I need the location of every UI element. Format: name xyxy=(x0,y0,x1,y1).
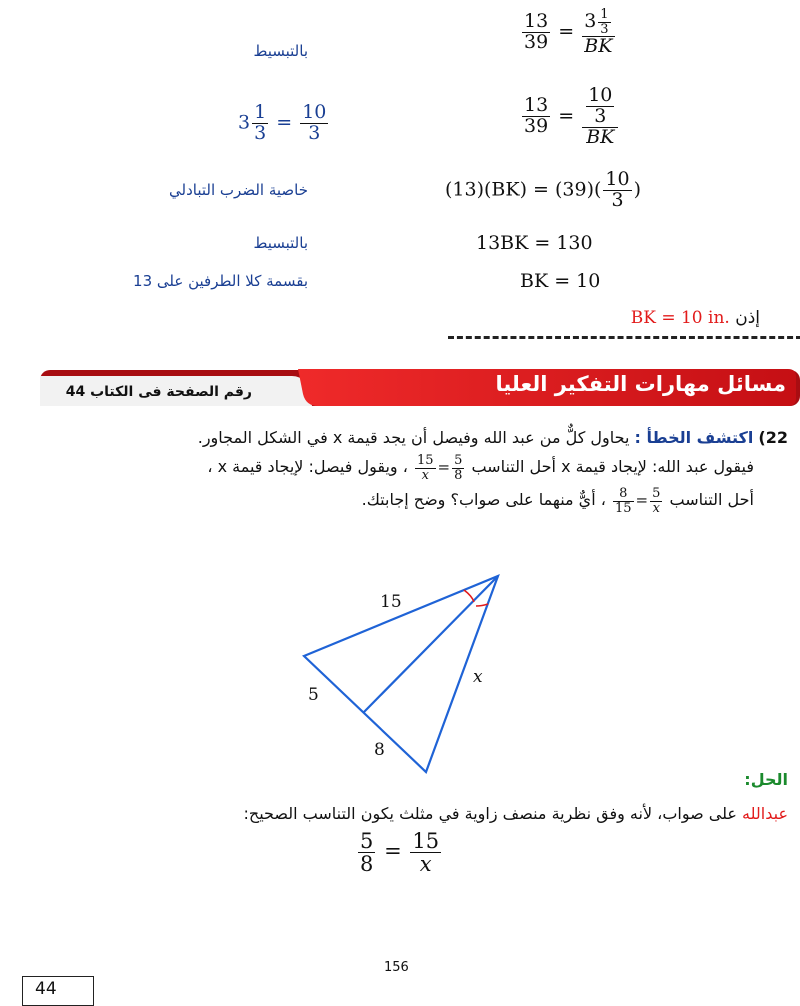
problem-line1: 22) اكتشف الخطأ : يحاول كلٌّ من عبد الله وفيصل أن يجد قيمة x في الشكل المجاور. xyxy=(197,428,788,447)
solution-equation: $\frac{5}{8}$ = $\frac{15}{x}$ xyxy=(360,829,440,877)
angle-arc-1 xyxy=(464,590,474,602)
book-page-box-number: 44 xyxy=(35,979,57,999)
step2-equation: $\frac{13}{39}$ = $\frac{\frac{10}{3}}{BK}$ xyxy=(520,86,620,148)
step4-equation: 13BK = 130 xyxy=(476,232,593,254)
step2-note: 3 $\frac{1}{3}$ = $\frac{10}{3}$ xyxy=(238,101,327,144)
step5-note: بقسمة كلا الطرفين على 13 xyxy=(133,272,308,290)
conclusion-prefix: إذن xyxy=(735,308,760,328)
step1-note: بالتبسيط xyxy=(253,42,308,60)
label-15: 15 xyxy=(380,592,402,612)
conclusion-value: .BK = 10 in xyxy=(630,308,730,328)
book-page-box xyxy=(22,976,94,1006)
banner-title: مسائل مهارات التفكير العليا xyxy=(495,372,786,396)
label-x: x xyxy=(473,667,483,687)
step3-note: خاصية الضرب التبادلي xyxy=(169,181,308,199)
conclusion xyxy=(631,308,760,328)
problem-label: اكتشف الخطأ : xyxy=(634,428,754,447)
triangle-figure xyxy=(290,570,520,790)
problem-line3: أحل التناسب $\frac{5}{x}$ = $\frac{8}{15}$ ، أيٌّ منهما على صواب؟ وضح إجابتك. xyxy=(361,486,754,516)
step3-equation: (13)(BK) = (39)( $\frac{10}{3}$ ) xyxy=(445,168,642,211)
separator-dashes xyxy=(448,336,800,339)
step5-equation: BK = 10 xyxy=(520,270,601,292)
solution-heading: الحل: xyxy=(744,770,788,789)
banner-page-ref: رقم الصفحة فى الكتاب 44 xyxy=(65,384,252,400)
problem-number: 22) xyxy=(758,428,788,447)
step4-note: بالتبسيط xyxy=(253,234,308,252)
label-8: 8 xyxy=(374,740,385,760)
problem-line2: فيقول عبد الله: لإيجاد قيمة x أحل التناسب $\frac{5}{8}$ = $\frac{15}{x}$ ، ويقول فيصل: لإيجاد قيمة x ، xyxy=(207,453,754,483)
page-number: 156 xyxy=(384,960,409,975)
solution-text: عبدالله على صواب، لأنه وفق نظرية منصف زاوية في مثلث يكون التناسب الصحيح: xyxy=(243,804,788,823)
solution-name: عبدالله xyxy=(742,804,788,823)
label-5: 5 xyxy=(308,685,319,705)
step1-equation: $\frac{13}{39}$ = 3 $\frac{1}{3}$ BK xyxy=(520,8,617,57)
